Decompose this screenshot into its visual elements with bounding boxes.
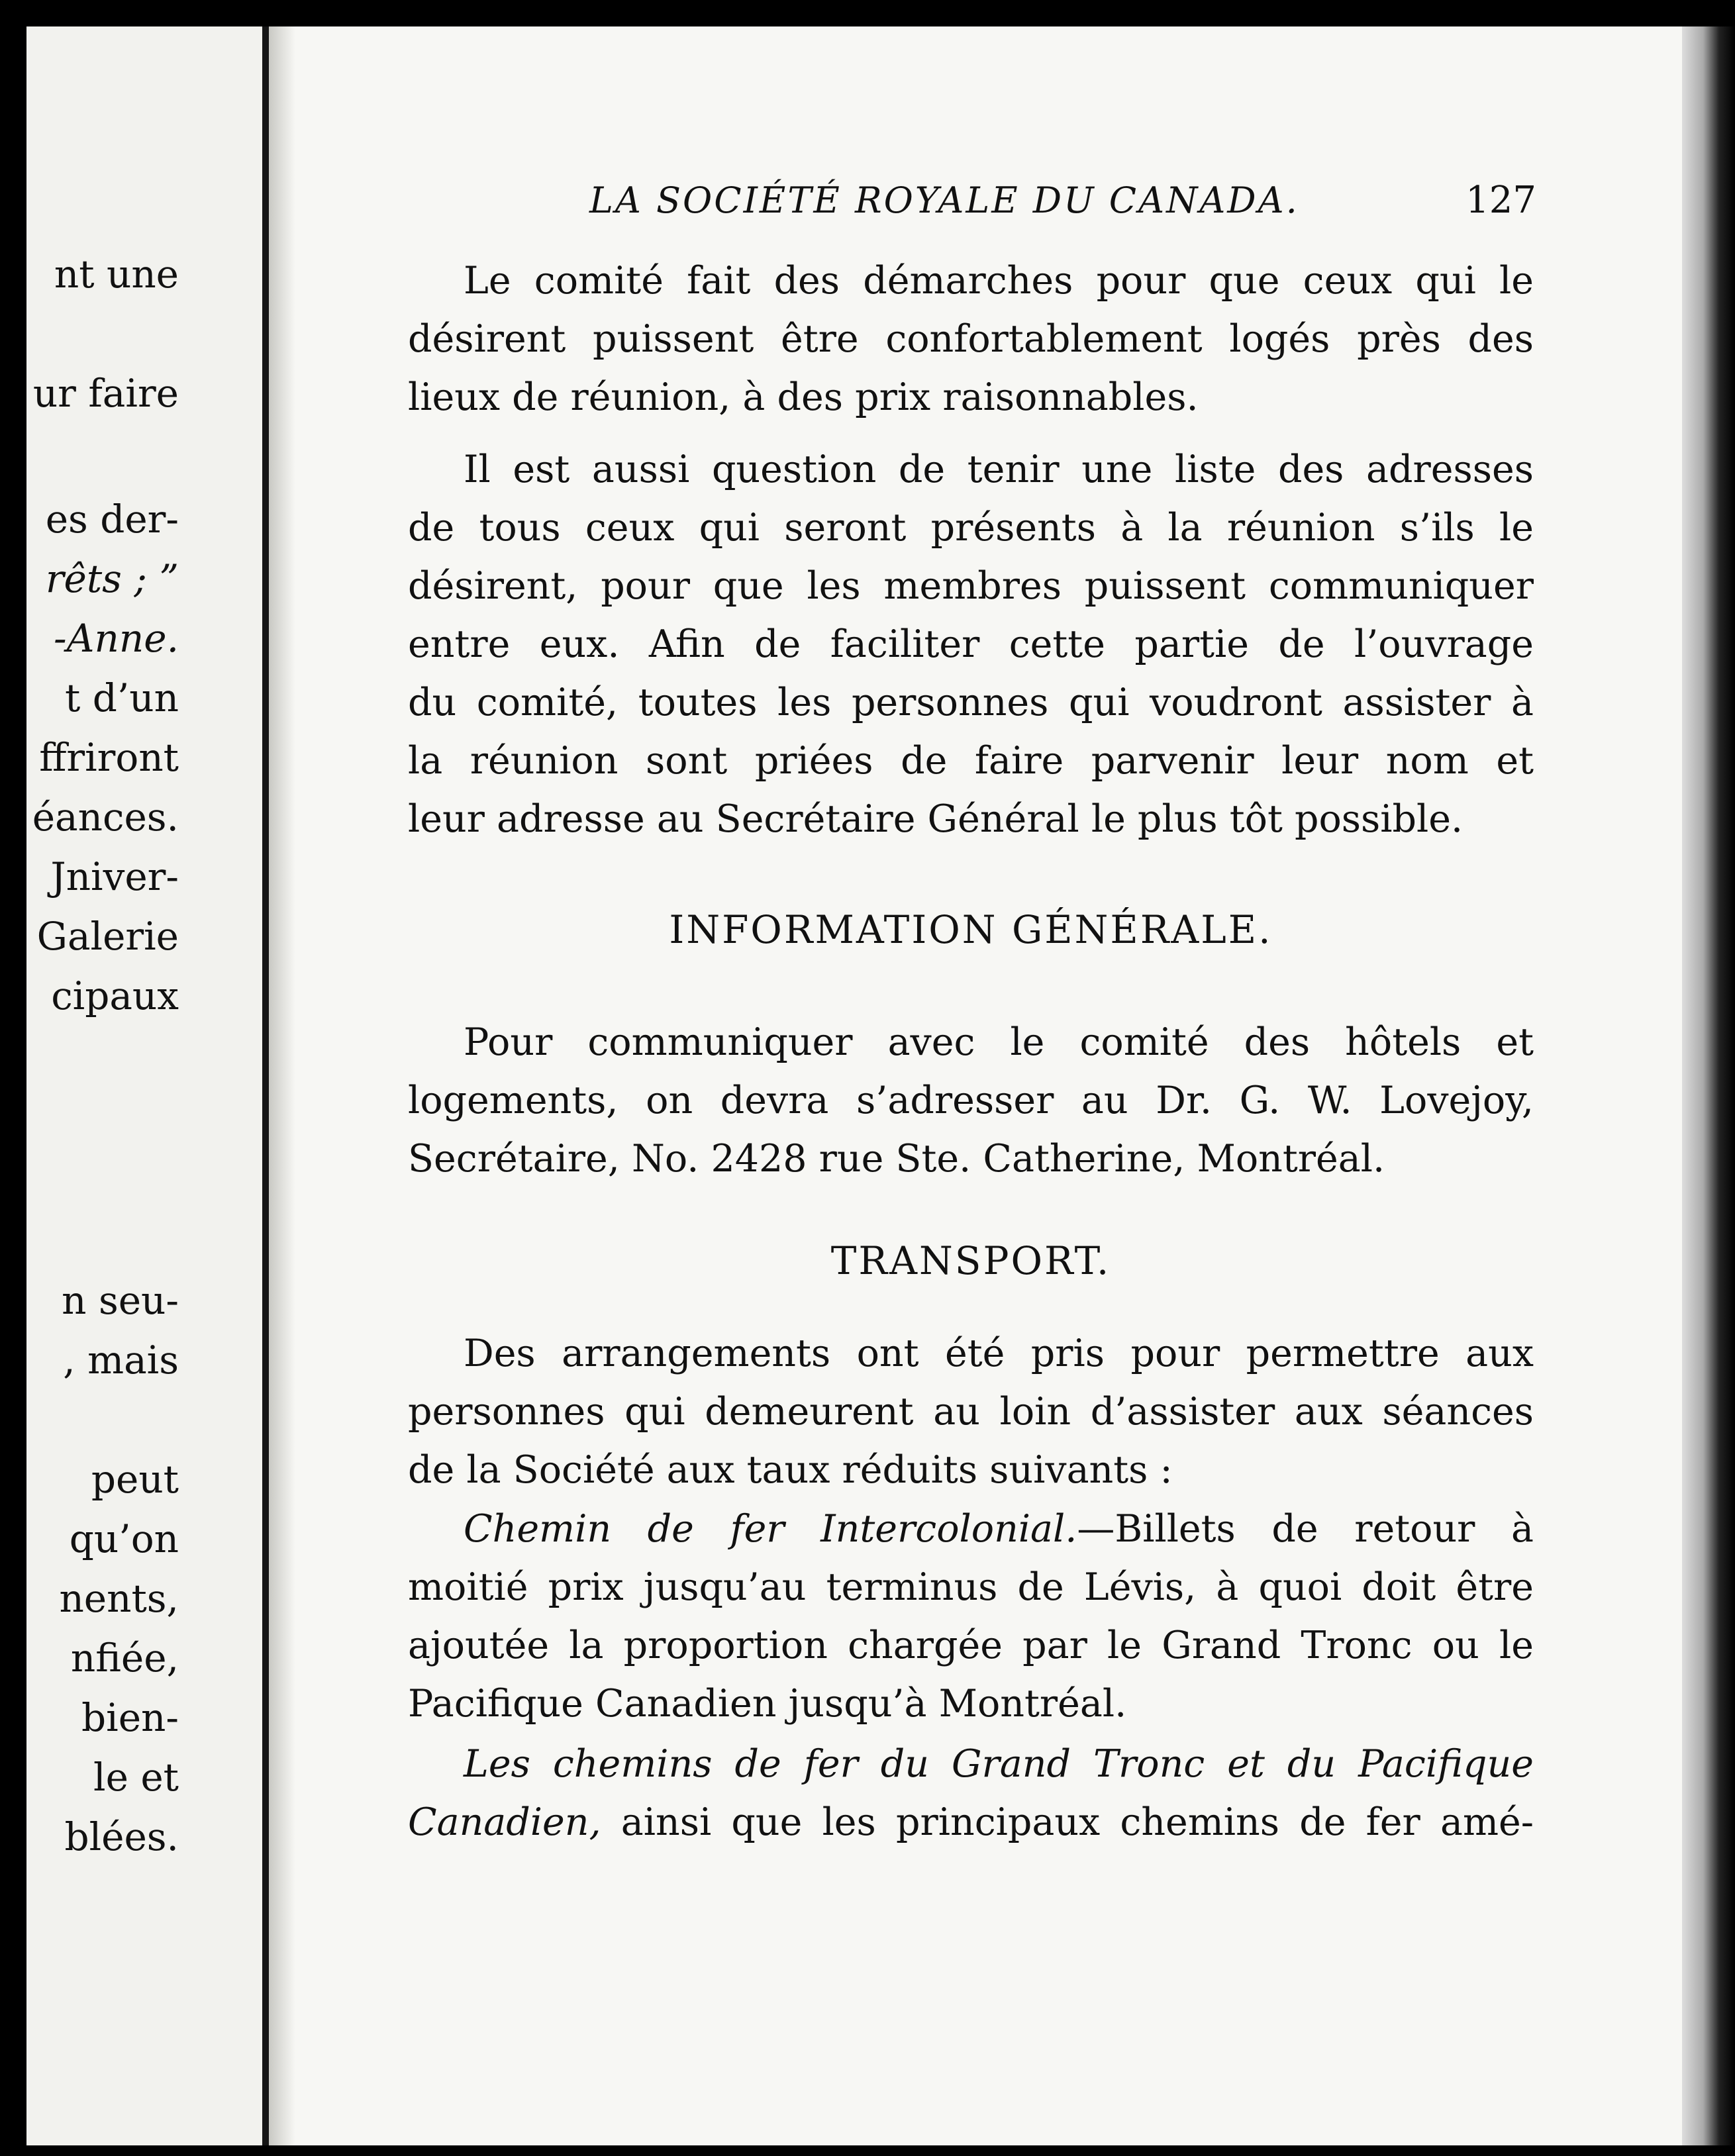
left-fragment: éances. (32, 795, 179, 840)
left-fragment: blées. (64, 1814, 179, 1859)
heading-transport: TRANSPORT. (830, 1238, 1111, 1283)
left-fragment: es der- (45, 497, 179, 542)
text-run: —Billets de retour à (1077, 1507, 1534, 1551)
text-line: désirent, pour que les membres puissent communiquer (408, 564, 1534, 608)
left-fragment: nt une (54, 252, 179, 297)
paragraph-intercolonial (408, 1500, 1534, 1733)
text-line: Le comité fait des démarches pour que ceux qui le (464, 259, 1534, 303)
left-fragment: ffriront (39, 735, 179, 780)
paragraph-lodging (408, 252, 1534, 426)
text-line: Secrétaire, No. 2428 rue Ste. Catherine, Montréal. (408, 1137, 1385, 1181)
text-run: ainsi que les principaux chemins de fer amé- (601, 1800, 1534, 1844)
running-head (589, 179, 1536, 222)
text-line: Des arrangements ont été pris pour permettre aux (464, 1332, 1534, 1375)
text-line: personnes qui demeurent au loin d’assister aux séances (408, 1390, 1534, 1434)
railway-name: Canadien, (408, 1800, 601, 1844)
text-line: lieux de réunion, à des prix raisonnables. (408, 375, 1199, 419)
left-fragment: -Anne. (54, 616, 179, 661)
text-line: leur adresse au Secrétaire Général le plus tôt possible. (408, 797, 1463, 841)
text-line: de la Société aux taux réduits suivants : (408, 1448, 1173, 1492)
left-fragment: cipaux (51, 973, 179, 1018)
text-line: Il est aussi question de tenir une liste des adresses (464, 448, 1534, 491)
previous-page-fragment (26, 26, 265, 2145)
page-number: 127 (1465, 179, 1536, 222)
text-line: la réunion sont priées de faire parvenir leur nom et (408, 739, 1534, 783)
left-fragment: rêts ; ” (45, 556, 179, 601)
running-title: LA SOCIÉTÉ ROYALE DU CANADA. (589, 179, 1299, 221)
paragraph-hotel-committee (408, 1013, 1534, 1188)
text-line: Pour communiquer avec le comité des hôtels et (464, 1020, 1534, 1064)
left-fragment: peut (91, 1457, 179, 1502)
left-fragment: , mais (63, 1338, 179, 1383)
text-line: du comité, toutes les personnes qui voudront assister à (408, 681, 1534, 724)
left-fragment: nfiée, (70, 1636, 179, 1681)
text-line: logements, on devra s’adresser au Dr. G. W. Lovejoy, (408, 1079, 1534, 1122)
page-gutter (262, 26, 269, 2145)
left-fragment: le et (93, 1755, 179, 1800)
railway-name: Chemin de fer Intercolonial. (464, 1507, 1077, 1551)
paragraph-arrangements (408, 1324, 1534, 1499)
gutter-shadow (269, 26, 295, 2145)
left-fragment: nents, (59, 1576, 179, 1621)
left-fragment: Galerie (36, 914, 179, 959)
left-fragment: n seu- (62, 1278, 179, 1323)
left-fragment: qu’on (69, 1516, 179, 1561)
text-line (408, 1500, 1534, 1558)
text-line: Pacifique Canadien jusqu’à Montréal. (408, 1682, 1127, 1726)
left-fragment: bien- (81, 1695, 179, 1740)
text-line: entre eux. Afin de faciliter cette partie de l’ouvrage (408, 622, 1534, 666)
text-line: Les chemins de fer du Grand Tronc et du Pacifique (464, 1742, 1534, 1786)
text-line: ajoutée la proportion chargée par le Grand Tronc ou le (408, 1624, 1534, 1667)
paragraph-address-list (408, 440, 1534, 848)
left-fragment: t d’un (64, 675, 179, 720)
text-line: de tous ceux qui seront présents à la réunion s’ils le (408, 506, 1534, 550)
scanned-spread (26, 26, 1735, 2145)
paragraph-grand-tronc (408, 1735, 1534, 1851)
text-line: moitié prix jusqu’au terminus de Lévis, à quoi doit être (408, 1565, 1534, 1609)
page-127 (295, 26, 1633, 2145)
heading-information-generale: INFORMATION GÉNÉRALE. (669, 907, 1273, 952)
text-line (408, 1793, 1534, 1851)
page-edge-shadow (1682, 26, 1735, 2145)
text-line: désirent puissent être confortablement logés près des (408, 317, 1534, 361)
left-fragment: ur faire (32, 371, 179, 416)
left-fragment: Jniver- (50, 854, 179, 899)
